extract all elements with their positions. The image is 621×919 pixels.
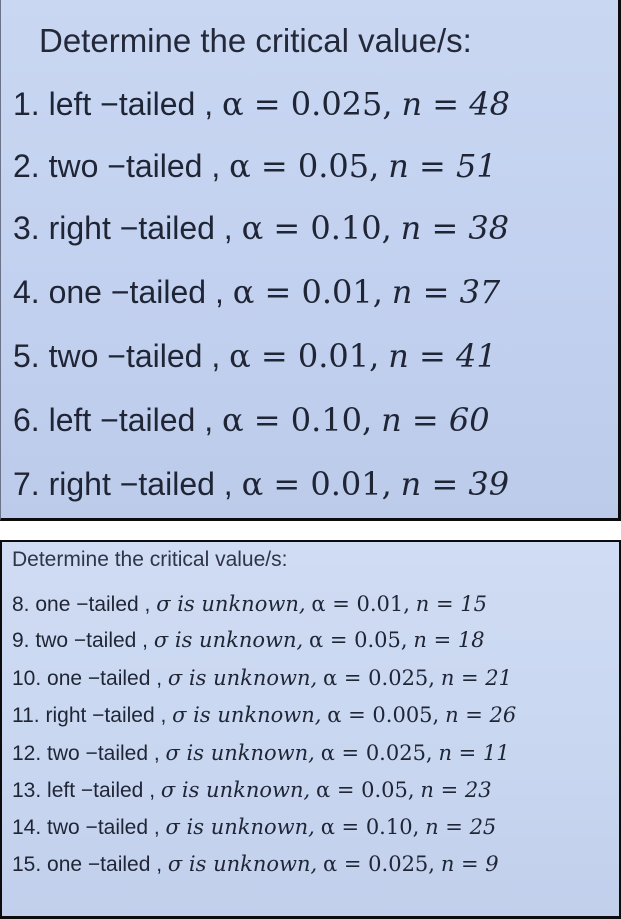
problem-line: [13, 390, 490, 450]
sample-size: n = 9: [440, 852, 499, 876]
alpha-value: α = 0.10,: [222, 401, 373, 439]
problem-number: 2.: [13, 148, 40, 184]
alpha-value: α = 0.025,: [222, 85, 393, 123]
bottom-problem-panel: [0, 540, 621, 919]
problem-line: [12, 586, 487, 622]
sigma-unknown: σ is unknown,: [153, 628, 304, 652]
alpha-value: α = 0.01,: [229, 337, 380, 375]
problem-line: [12, 697, 516, 733]
problem-number: 4.: [13, 274, 40, 310]
tail-type: one −tailed ,: [35, 593, 151, 616]
problem-line: [12, 846, 499, 882]
problem-number: 14.: [12, 816, 42, 839]
sample-size: n = 11: [438, 741, 510, 765]
problem-line: [13, 454, 509, 514]
problem-number: 9.: [12, 629, 30, 652]
problem-line: [12, 660, 512, 696]
problem-line: [13, 136, 497, 196]
tail-type: right −tailed ,: [48, 210, 233, 246]
problem-number: 12.: [12, 742, 42, 765]
sample-size: n = 51: [388, 147, 497, 185]
top-panel-heading: Determine the critical value/s:: [39, 22, 472, 59]
problem-number: 10.: [12, 667, 42, 690]
alpha-value: α = 0.01,: [232, 273, 383, 311]
tail-type: two −tailed ,: [47, 742, 160, 765]
problem-line: [12, 772, 492, 808]
alpha-value: α = 0.005,: [327, 703, 440, 727]
problem-number: 13.: [12, 779, 42, 802]
problem-line: [13, 326, 497, 386]
sigma-unknown: σ is unknown,: [156, 592, 306, 616]
problem-number: 5.: [13, 338, 40, 374]
sample-size: n = 37: [391, 273, 501, 311]
sigma-unknown: σ is unknown,: [167, 852, 318, 876]
sample-size: n = 15: [415, 592, 487, 616]
problem-number: 8.: [12, 593, 30, 616]
tail-type: two −tailed ,: [48, 148, 221, 184]
problem-number: 1.: [13, 86, 40, 122]
problem-line: [12, 622, 485, 658]
alpha-value: α = 0.05,: [309, 628, 408, 652]
bottom-panel-heading: Determine the critical value/s:: [12, 548, 288, 571]
alpha-value: α = 0.05,: [316, 778, 415, 802]
problem-line: [13, 262, 500, 322]
sample-size: n = 18: [413, 628, 485, 652]
alpha-value: α = 0.01,: [311, 592, 410, 616]
problem-number: 3.: [13, 210, 40, 246]
problem-number: 7.: [13, 466, 40, 502]
alpha-value: α = 0.01,: [241, 465, 392, 503]
tail-type: two −tailed ,: [35, 629, 149, 652]
problem-line: [12, 809, 496, 845]
sample-size: n = 23: [420, 778, 492, 802]
sample-size: n = 25: [425, 815, 497, 839]
alpha-value: α = 0.10,: [320, 815, 420, 839]
tail-type: right −tailed ,: [45, 704, 167, 727]
problem-line: [12, 735, 510, 771]
sample-size: n = 48: [401, 85, 510, 123]
sigma-unknown: σ is unknown,: [172, 703, 322, 727]
sample-size: n = 26: [445, 703, 517, 727]
sigma-unknown: σ is unknown,: [160, 778, 311, 802]
tail-type: left −tailed ,: [47, 779, 156, 802]
sample-size: n = 21: [440, 666, 513, 690]
tail-type: right −tailed ,: [48, 466, 233, 502]
tail-type: one −tailed ,: [47, 853, 163, 876]
alpha-value: α = 0.025,: [323, 666, 435, 690]
sample-size: n = 38: [400, 209, 510, 247]
problem-number: 6.: [13, 402, 40, 438]
sigma-unknown: σ is unknown,: [165, 741, 315, 765]
tail-type: left −tailed ,: [48, 402, 214, 438]
tail-type: one −tailed ,: [47, 667, 163, 690]
problem-line: [13, 74, 510, 134]
problem-line: [13, 198, 509, 258]
alpha-value: α = 0.10,: [241, 209, 392, 247]
alpha-value: α = 0.05,: [229, 147, 380, 185]
tail-type: one −tailed ,: [48, 274, 224, 310]
problem-number: 11.: [12, 704, 40, 727]
tail-type: left −tailed ,: [48, 86, 214, 122]
alpha-value: α = 0.025,: [320, 741, 433, 765]
problem-number: 15.: [12, 853, 42, 876]
sample-size: n = 60: [381, 401, 490, 439]
sample-size: n = 41: [388, 337, 497, 375]
tail-type: two −tailed ,: [48, 338, 221, 374]
sample-size: n = 39: [400, 465, 510, 503]
sigma-unknown: σ is unknown,: [165, 815, 315, 839]
sigma-unknown: σ is unknown,: [167, 666, 318, 690]
alpha-value: α = 0.025,: [323, 852, 435, 876]
tail-type: two −tailed ,: [47, 816, 160, 839]
